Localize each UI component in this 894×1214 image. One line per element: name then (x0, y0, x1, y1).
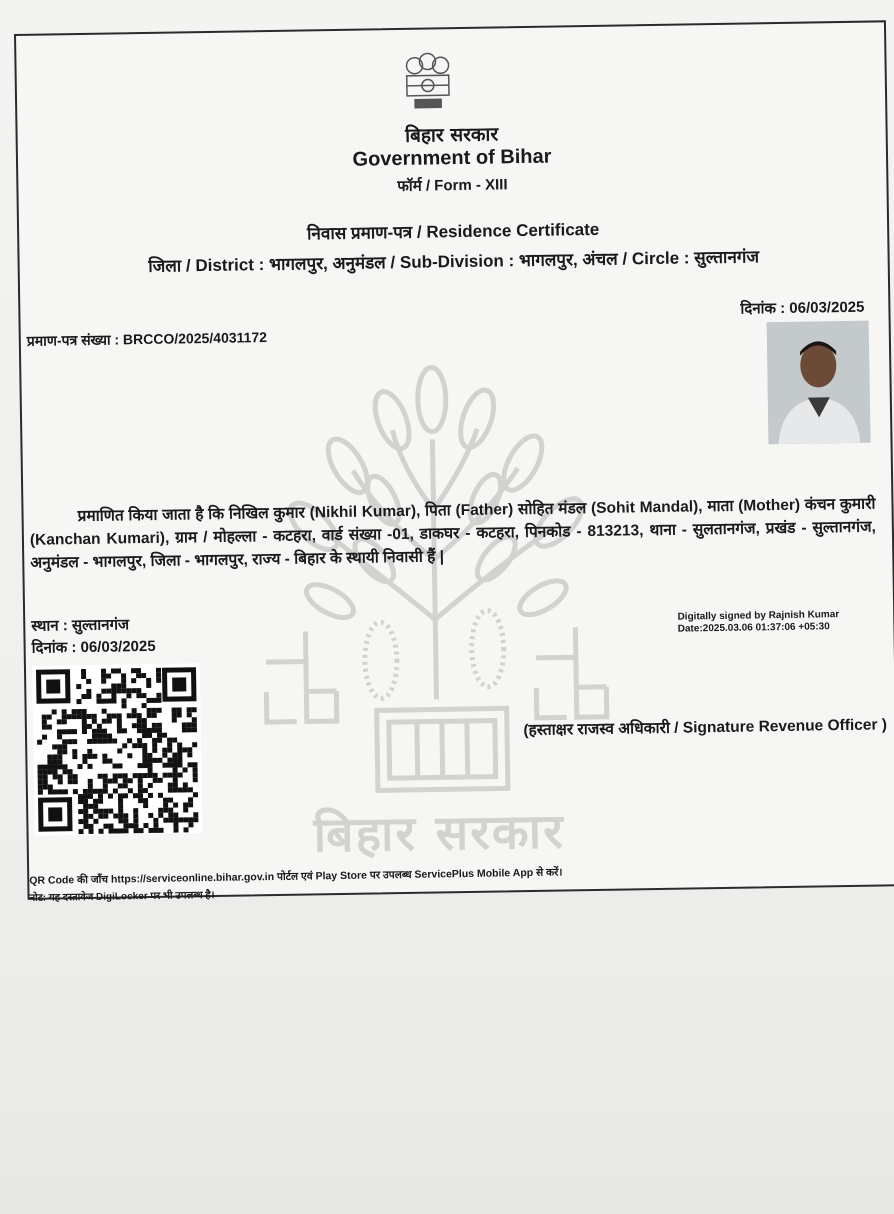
signature-label: (हस्ताक्षर राजस्व अधिकारी / Signature Revenue Officer ) (523, 716, 888, 740)
digital-signature (677, 609, 839, 636)
certificate-title: निवास प्रमाण-पत्र / Residence Certificate (306, 219, 600, 244)
digital-signature-date: Date:2025.03.06 01:37:06 +05:30 (677, 621, 830, 635)
signing-date: दिनांक : 06/03/2025 (31, 637, 156, 657)
certificate-body: प्रमाणित किया जाता है कि निखिल कुमार (Nikhil Kumar), पिता (Father) सोहित मंडल (Sohit Mandal), माता (Mother) कंचन कुमारी (Kanchan Kumari), ग्राम / मोहल्ला - कटहरा, वार्ड संख्या -01, डाकघर - कटहरा, पिनकोड - 813213, थाना - सुलतानगंज, प्रखंड - सुल्तानगंज, अनुमंडल - भागलपुर, जिला - भागलपुर, राज्य - बिहार के स्थायी निवासी हैं | (29, 495, 876, 572)
qr-verification-note: QR Code की जाँच https://serviceonline.bihar.gov.in पोर्टल एवं Play Store पर उपलब्ध ServicePlus Mobile App से करें। (29, 866, 563, 887)
certificate-number: प्रमाण-पत्र संख्या : BRCCO/2025/4031172 (26, 329, 268, 349)
government-title: Government of Bihar (352, 145, 552, 171)
issue-date: दिनांक : 06/03/2025 (740, 298, 865, 318)
bodhi-tree-emblem-icon (251, 357, 619, 873)
qr-code-icon[interactable] (32, 663, 203, 836)
person-photo-icon (767, 321, 871, 445)
residence-certificate (14, 20, 894, 904)
ashoka-emblem-icon (392, 51, 463, 132)
district-line: जिला / District : भागलपुर, अनुमंडल / Sub-Division : भागलपुर, अंचल / Circle : सुल्तानगंज (148, 247, 760, 276)
digilocker-note: नोट: यह दस्तावेज DigiLocker पर भी उपलब्ध है। (29, 889, 215, 904)
person-photo (767, 321, 871, 445)
digital-signature-name: Digitally signed by Rajnish Kumar (677, 609, 840, 623)
watermark-text: बिहार सरकार (313, 803, 566, 864)
hindi-title: बिहार सरकार (404, 123, 499, 147)
form-number: फॉर्म / Form - XIII (397, 176, 508, 195)
place: स्थान : सुल्तानगंज (31, 616, 130, 635)
